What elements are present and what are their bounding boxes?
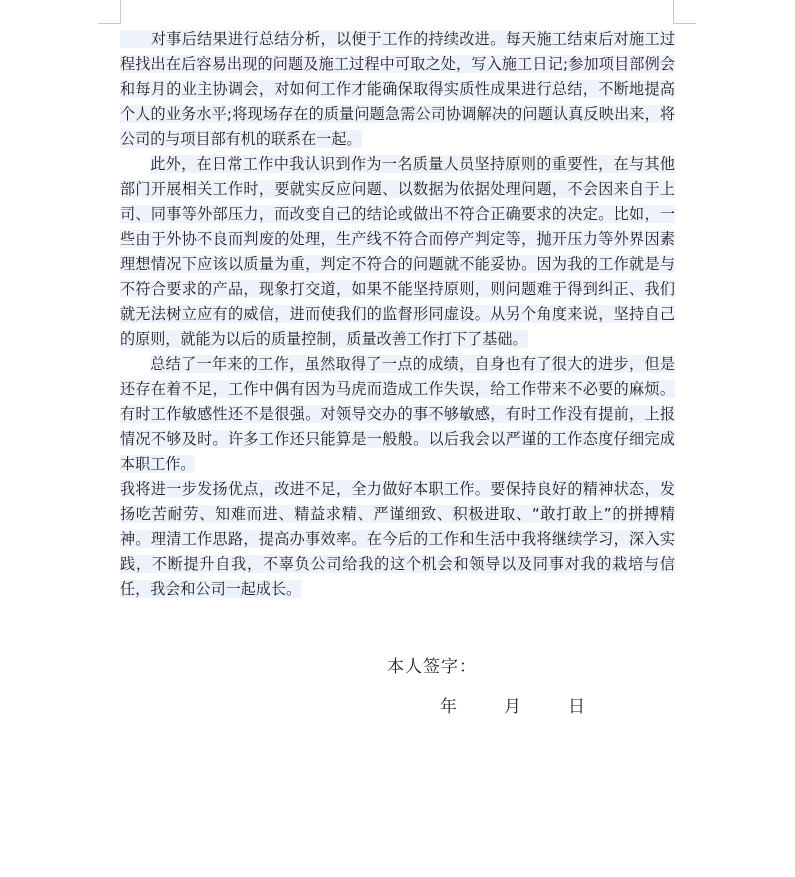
paragraph-4-text: 我将进一步发扬优点，改进不足，全力做好本职工作。要保持良好的精神状态，发扬吃苦耐劳、知难而进、精益求精、严谨细致、积极进取、“敢打敢上”的拼搏精神。理清工作思路，提高办事效率。在今后的工作和生活中我将继续学习，深入实践，不断提升自我，不辜负公司给我的这个机会和领导以及同事对我的栽培与信任，我会和公司一起成长。 [120,480,675,598]
paragraph-3-text: 总结了一年来的工作，虽然取得了一点的成绩，自身也有了很大的进步，但是还存在着不足，工作中偶有因为马虎而造成工作失误，给工作带来不必要的麻烦。有时工作敏感性还不是很强。对领导交办的事不够敏感，有时工作没有提前，上报情况不够及时。许多工作还只能算是一般般。以后我会以严谨的工作态度仔细完成本职工作。 [120,355,675,473]
paragraph-4[interactable] [120,477,675,602]
date-line[interactable] [440,692,585,717]
paragraph-2[interactable] [120,152,675,352]
date-day-label: 日 [568,697,585,717]
date-month-label: 月 [504,697,521,717]
document-body [120,27,675,602]
date-year-label: 年 [440,697,457,717]
paragraph-3[interactable] [120,352,675,477]
crop-mark-top-left-horizontal [98,23,121,24]
crop-mark-top-right-vertical [673,0,674,23]
signature-label[interactable]: 本人签字： [387,657,477,677]
paragraph-2-text: 此外，在日常工作中我认识到作为一名质量人员坚持原则的重要性，在与其他部门开展相关工作时，要就实反应问题、以数据为依据处理问题，不会因来自于上司、同事等外部压力，而改变自己的结论或做出不符合正确要求的决定。比如，一些由于外协不良而判废的处理，生产线不符合而停产判定等，抛开压力等外界因素理想情况下应该以质量为重，判定不符合的问题就不能妥协。因为我的工作就是与不符合要求的产品，现象打交道，如果不能坚持原则，则问题难于得到纠正、我们就无法树立应有的威信，进而使我们的监督形同虚设。从另个角度来说，坚持自己的原则，就能为以后的质量控制，质量改善工作打下了基础。 [120,155,675,348]
paragraph-1[interactable] [120,27,675,152]
crop-mark-top-left-vertical [120,0,121,23]
crop-mark-top-right-horizontal [673,23,696,24]
paragraph-1-text: 对事后结果进行总结分析，以便于工作的持续改进。每天施工结束后对施工过程找出在后容易出现的问题及施工过程中可取之处，写入施工日记;参加项目部例会和每月的业主协调会，对如何工作才能确保取得实质性成果进行总结，不断地提高个人的业务水平;将现场存在的质量问题急需公司协调解决的问题认真反映出来，将公司的与项目部有机的联系在一起。 [120,30,675,148]
